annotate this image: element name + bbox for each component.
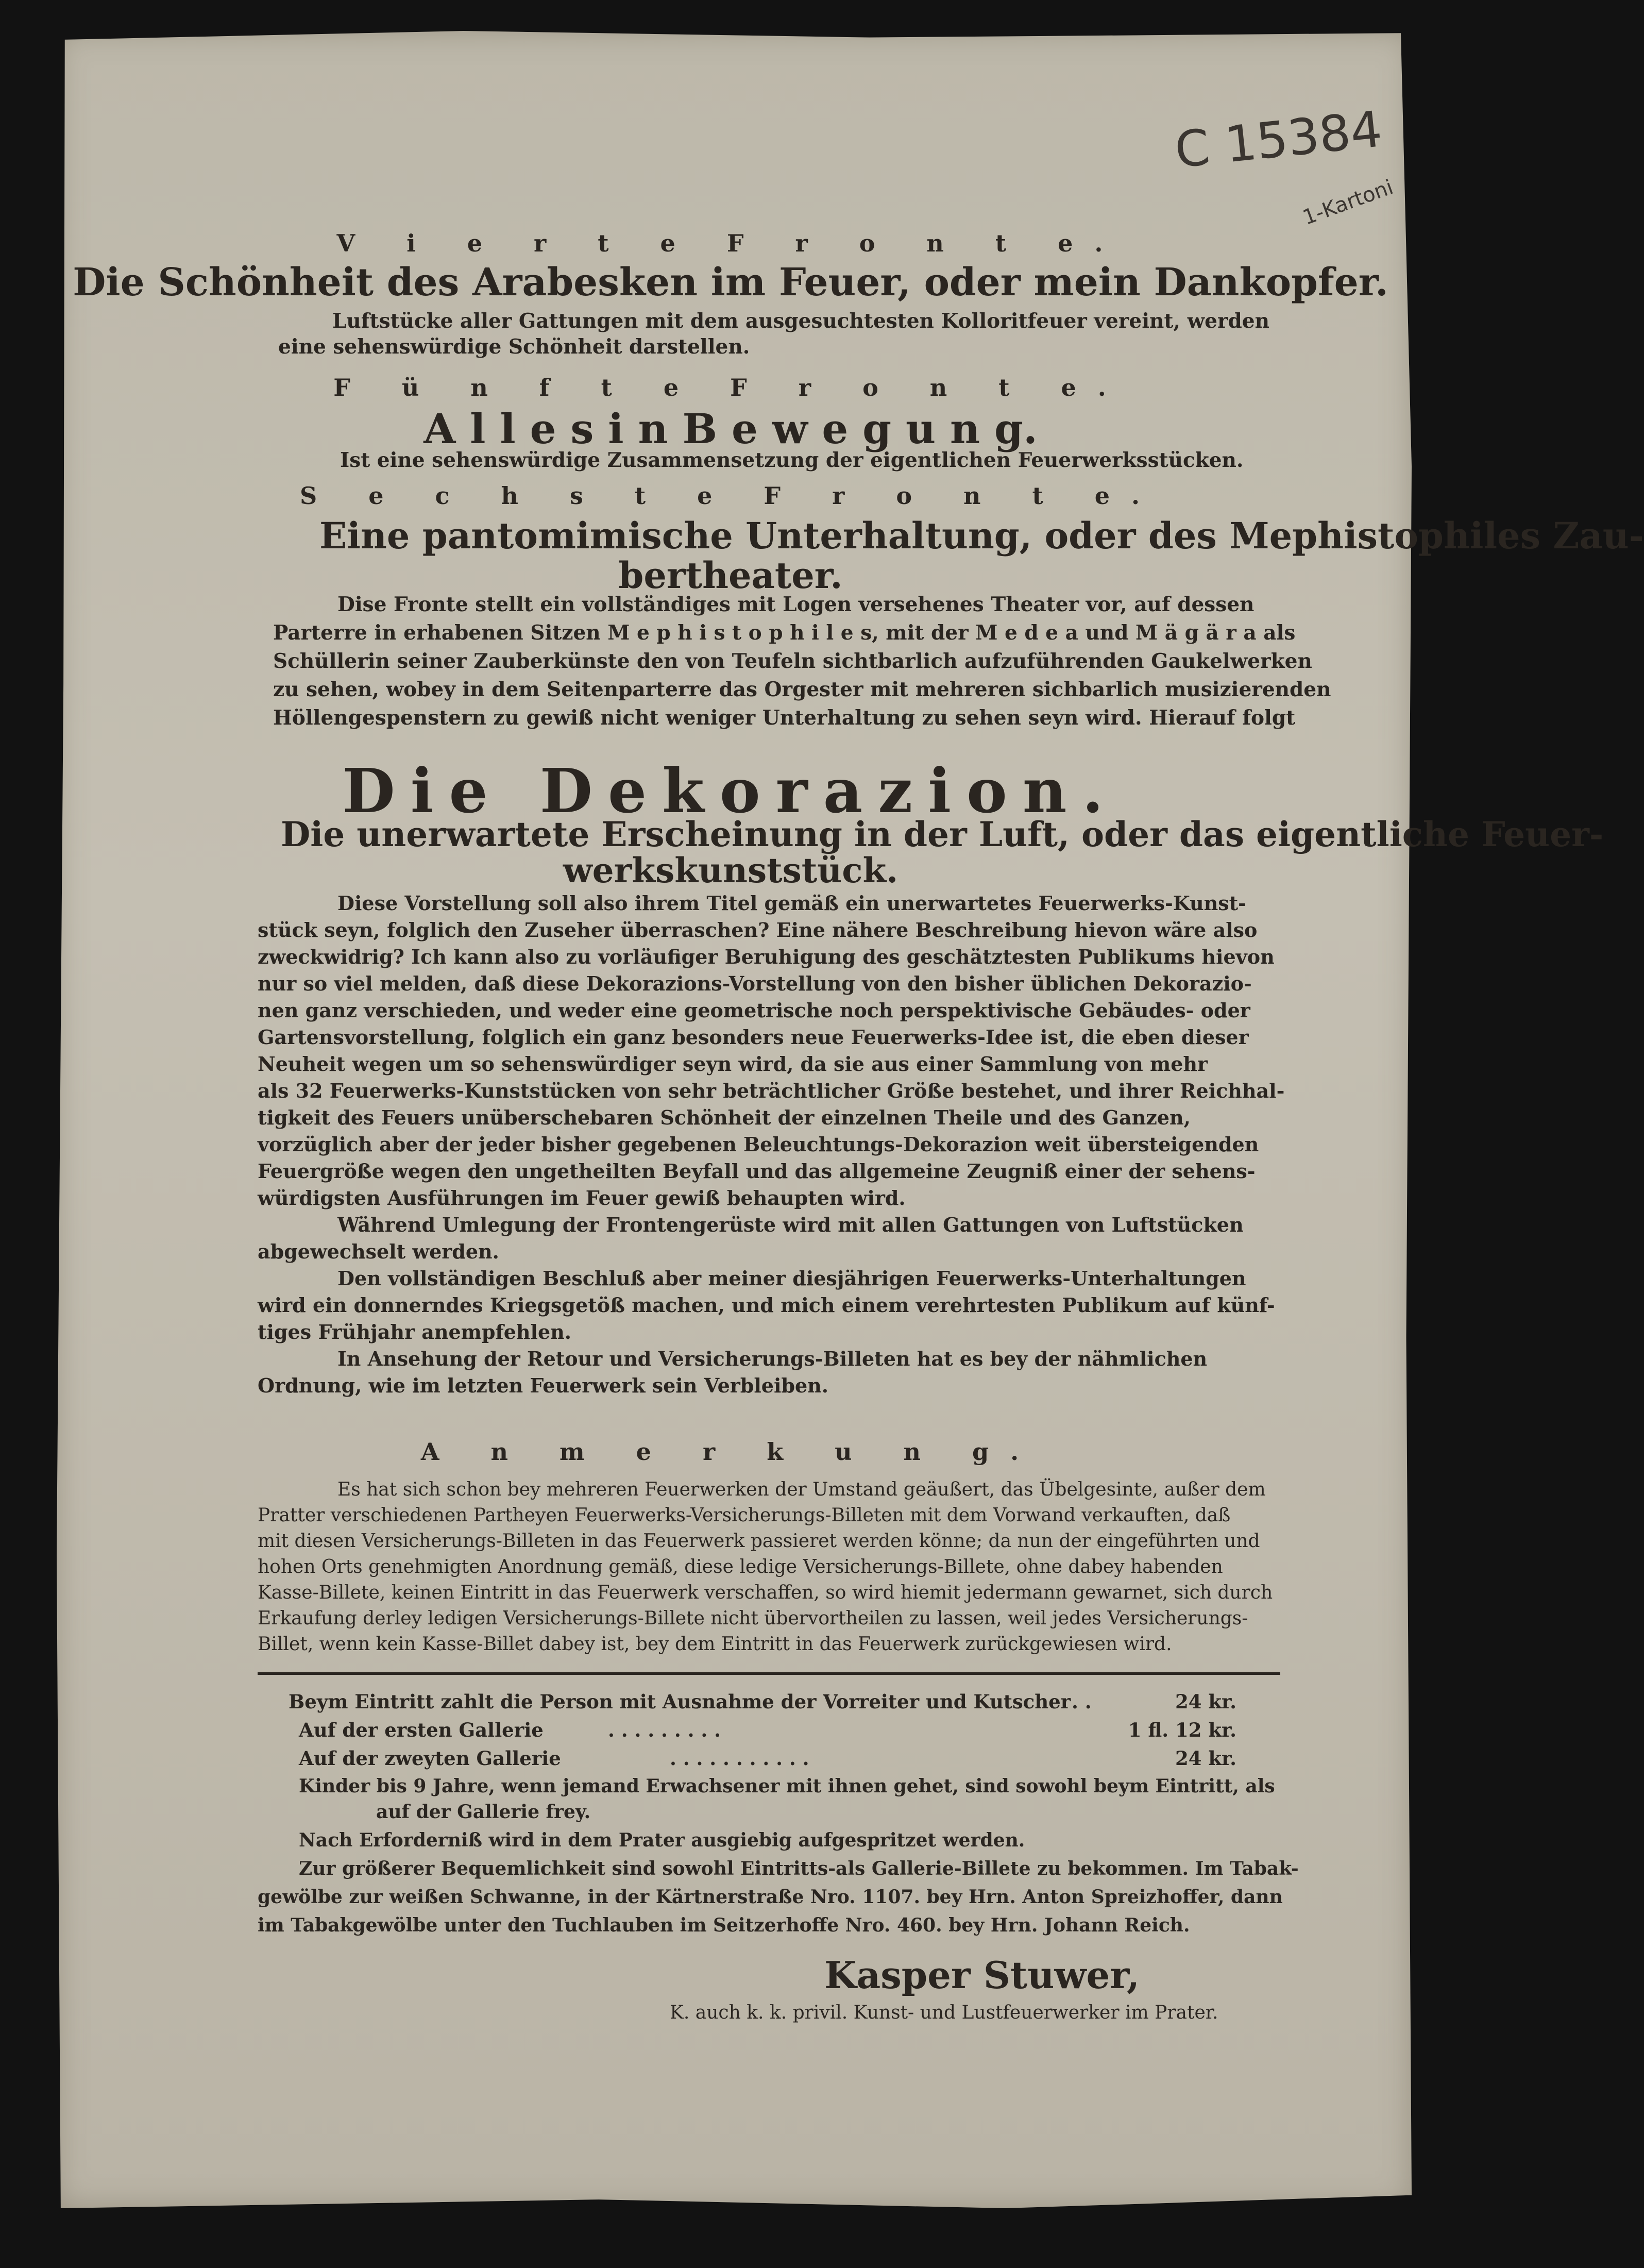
price-label: Auf der ersten Gallerie	[299, 1719, 544, 1741]
sechste-fronte-line: zu sehen, wobey in dem Seitenparterre das Orgester mit mehreren sichbarlich musizierenden	[273, 678, 1331, 701]
note-line: im Tabakgewölbe unter den Tuchlauben im Seitzerhoffe Nro. 460. bey Hrn. Johann Reich.	[258, 1914, 1190, 1936]
dekorazion-subtitle: Die unerwartete Erscheinung in der Luft, oder das eigentliche Feuer-	[281, 814, 1604, 854]
price-dots: . . . . . . . . . . .	[670, 1747, 809, 1770]
dekorazion-line: In Ansehung der Retour und Versicherungs-Billeten hat es bey der nähmlichen	[337, 1347, 1208, 1370]
anmerkung-line: Pratter verschiedenen Partheyen Feuerwerks-Versicherungs-Billeten mit dem Vorwand verkauften, daß	[258, 1505, 1231, 1526]
price-label: Beym Eintritt zahlt die Person mit Ausnahme der Vorreiter und Kutscher	[289, 1690, 1071, 1713]
price-amount: 24 kr.	[1175, 1690, 1236, 1713]
fuenfte-fronte-line: Ist eine sehenswürdige Zusammensetzung der eigentlichen Feuerwerksstücken.	[340, 448, 1244, 472]
dekorazion-line: Den vollständigen Beschluß aber meiner diesjährigen Feuerwerks-Unterhaltungen	[337, 1267, 1246, 1290]
kinder-line: auf der Gallerie frey.	[376, 1801, 591, 1823]
sechste-fronte-line: Höllengespenstern zu gewiß nicht weniger Unterhaltung zu sehen seyn wird. Hierauf folgt	[273, 706, 1296, 730]
archive-number: C 15384	[1172, 100, 1385, 179]
dekorazion-line: Ordnung, wie im letzten Feuerwerk sein Verbleiben.	[258, 1374, 829, 1397]
note-line: gewölbe zur weißen Schwanne, in der Kärtnerstraße Nro. 1107. bey Hrn. Anton Spreizhoffer, dann	[258, 1886, 1283, 1908]
dekorazion-line: zweckwidrig? Ich kann also zu vorläufiger Beruhigung des geschätztesten Publikums hievon	[258, 945, 1275, 968]
dekorazion-line: stück seyn, folglich den Zuseher überraschen? Eine nähere Beschreibung hievon wäre also	[258, 918, 1258, 942]
sechste-fronte-heading: S e c h s t e F r o n t e.	[299, 482, 1162, 510]
dekorazion-line: würdigsten Ausführungen im Feuer gewiß behaupten wird.	[258, 1186, 906, 1209]
fuenfte-fronte-title: A l l e s i n B e w e g u n g.	[423, 405, 1038, 453]
dekorazion-line: als 32 Feuerwerks-Kunststücken von sehr beträchtlicher Größe bestehet, und ihrer Reichhal-	[258, 1079, 1285, 1102]
signature-title: K. auch k. k. privil. Kunst- und Lustfeuerwerker im Prater.	[670, 2002, 1218, 2023]
sechste-fronte-title-cont: bertheater.	[618, 554, 843, 597]
dekorazion-line: Während Umlegung der Frontengerüste wird mit allen Gattungen von Luftstücken	[337, 1213, 1244, 1236]
dekorazion-title: Die Dekorazion.	[342, 755, 1119, 827]
vierte-fronte-line: Luftstücke aller Gattungen mit dem ausgesuchtesten Kolloritfeuer vereint, werden	[332, 309, 1269, 333]
price-dots: . . . . . . . . .	[608, 1719, 721, 1741]
dekorazion-line: tiges Frühjahr anempfehlen.	[258, 1320, 572, 1343]
vierte-fronte-line: eine sehenswürdige Schönheit darstellen.	[278, 335, 750, 359]
price-amount: 24 kr.	[1175, 1747, 1236, 1770]
note-line: Zur größerer Bequemlichkeit sind sowohl Eintritts-als Gallerie-Billete zu bekommen. Im Tabak-	[299, 1858, 1299, 1879]
vierte-fronte-title: Die Schönheit des Arabesken im Feuer, oder mein Dankopfer.	[73, 260, 1388, 305]
vierte-fronte-heading: V i e r t e F r o n t e.	[336, 229, 1125, 257]
anmerkung-line: Kasse-Billete, keinen Eintritt in das Feuerwerk verschaffen, so wird hiemit jedermann gewarnet, sich durch	[258, 1582, 1273, 1603]
sechste-fronte-line: Dise Fronte stellt ein vollständiges mit Logen versehenes Theater vor, auf dessen	[337, 593, 1255, 616]
fuenfte-fronte-heading: F ü n f t e F r o n t e.	[333, 374, 1128, 401]
anmerkung-line: Erkaufung derley ledigen Versicherungs-Billete nicht übervortheilen zu lassen, weil jedes Versicherungs-	[258, 1608, 1248, 1629]
anmerkung-line: mit diesen Versicherungs-Billeten in das Feuerwerk passieret werden könne; da nun der eingeführten und	[258, 1531, 1260, 1552]
sechste-fronte-line: Schüllerin seiner Zauberkünste den von Teufeln sichtbarlich aufzuführenden Gaukelwerken	[273, 649, 1312, 673]
dekorazion-line: abgewechselt werden.	[258, 1240, 499, 1263]
sechste-fronte-title: Eine pantomimische Unterhaltung, oder des Mephistophiles Zau-	[319, 514, 1644, 557]
dekorazion-subtitle-cont: werkskunststück.	[563, 850, 899, 891]
price-row	[299, 1719, 1236, 1741]
note-line: Nach Erforderniß wird in dem Prater ausgiebig aufgespritzet werden.	[299, 1829, 1025, 1851]
price-amount: 1 fl. 12 kr.	[1128, 1719, 1236, 1741]
archive-note: 1-Kartoni	[1299, 175, 1397, 230]
dekorazion-line: vorzüglich aber der jeder bisher gegebenen Beleuchtungs-Dekorazion weit übersteigenden	[258, 1133, 1259, 1156]
dekorazion-line: tigkeit des Feuers unüberschebaren Schönheit der einzelnen Theile und des Ganzen,	[258, 1106, 1191, 1129]
divider-rule	[258, 1672, 1280, 1675]
anmerkung-heading: A n m e r k u n g.	[420, 1438, 1041, 1466]
dekorazion-line: nen ganz verschieden, und weder eine geometrische noch perspektivische Gebäudes- oder	[258, 999, 1250, 1022]
sechste-fronte-line: Parterre in erhabenen Sitzen M e p h i s t o p h i l e s, mit der M e d e a und M ä g ä r a als	[273, 621, 1296, 645]
price-dots: . .	[1072, 1690, 1092, 1713]
kinder-line: Kinder bis 9 Jahre, wenn jemand Erwachsener mit ihnen gehet, sind sowohl beym Eintritt, als	[299, 1775, 1275, 1797]
dekorazion-line: Diese Vorstellung soll also ihrem Titel gemäß ein unerwartetes Feuerwerks-Kunst-	[337, 892, 1246, 915]
anmerkung-line: Billet, wenn kein Kasse-Billet dabey ist, bey dem Eintritt in das Feuerwerk zurückgewiesen wird.	[258, 1634, 1172, 1655]
dekorazion-line: Feuergröße wegen den ungetheilten Beyfall und das allgemeine Zeugniß einer der sehens-	[258, 1160, 1256, 1183]
price-row	[289, 1690, 1236, 1713]
price-row	[299, 1747, 1236, 1770]
price-label: Auf der zweyten Gallerie	[299, 1747, 561, 1770]
dekorazion-line: wird ein donnerndes Kriegsgetöß machen, und mich einem verehrtesten Publikum auf künf-	[258, 1293, 1275, 1317]
anmerkung-line: hohen Orts genehmigten Anordnung gemäß, diese ledige Versicherungs-Billete, ohne dabey habenden	[258, 1556, 1223, 1577]
signature-name: Kasper Stuwer,	[824, 1953, 1140, 1997]
anmerkung-line: Es hat sich schon bey mehreren Feuerwerken der Umstand geäußert, das Übelgesinte, außer dem	[337, 1479, 1266, 1500]
dekorazion-line: nur so viel melden, daß diese Dekorazions-Vorstellung von den bisher üblichen Dekorazio-	[258, 972, 1252, 995]
dekorazion-line: Neuheit wegen um so sehenswürdiger seyn wird, da sie aus einer Sammlung von mehr	[258, 1052, 1208, 1076]
dekorazion-line: Gartensvorstellung, folglich ein ganz besonders neue Feuerwerks-Idee ist, die eben dieser	[258, 1026, 1249, 1049]
